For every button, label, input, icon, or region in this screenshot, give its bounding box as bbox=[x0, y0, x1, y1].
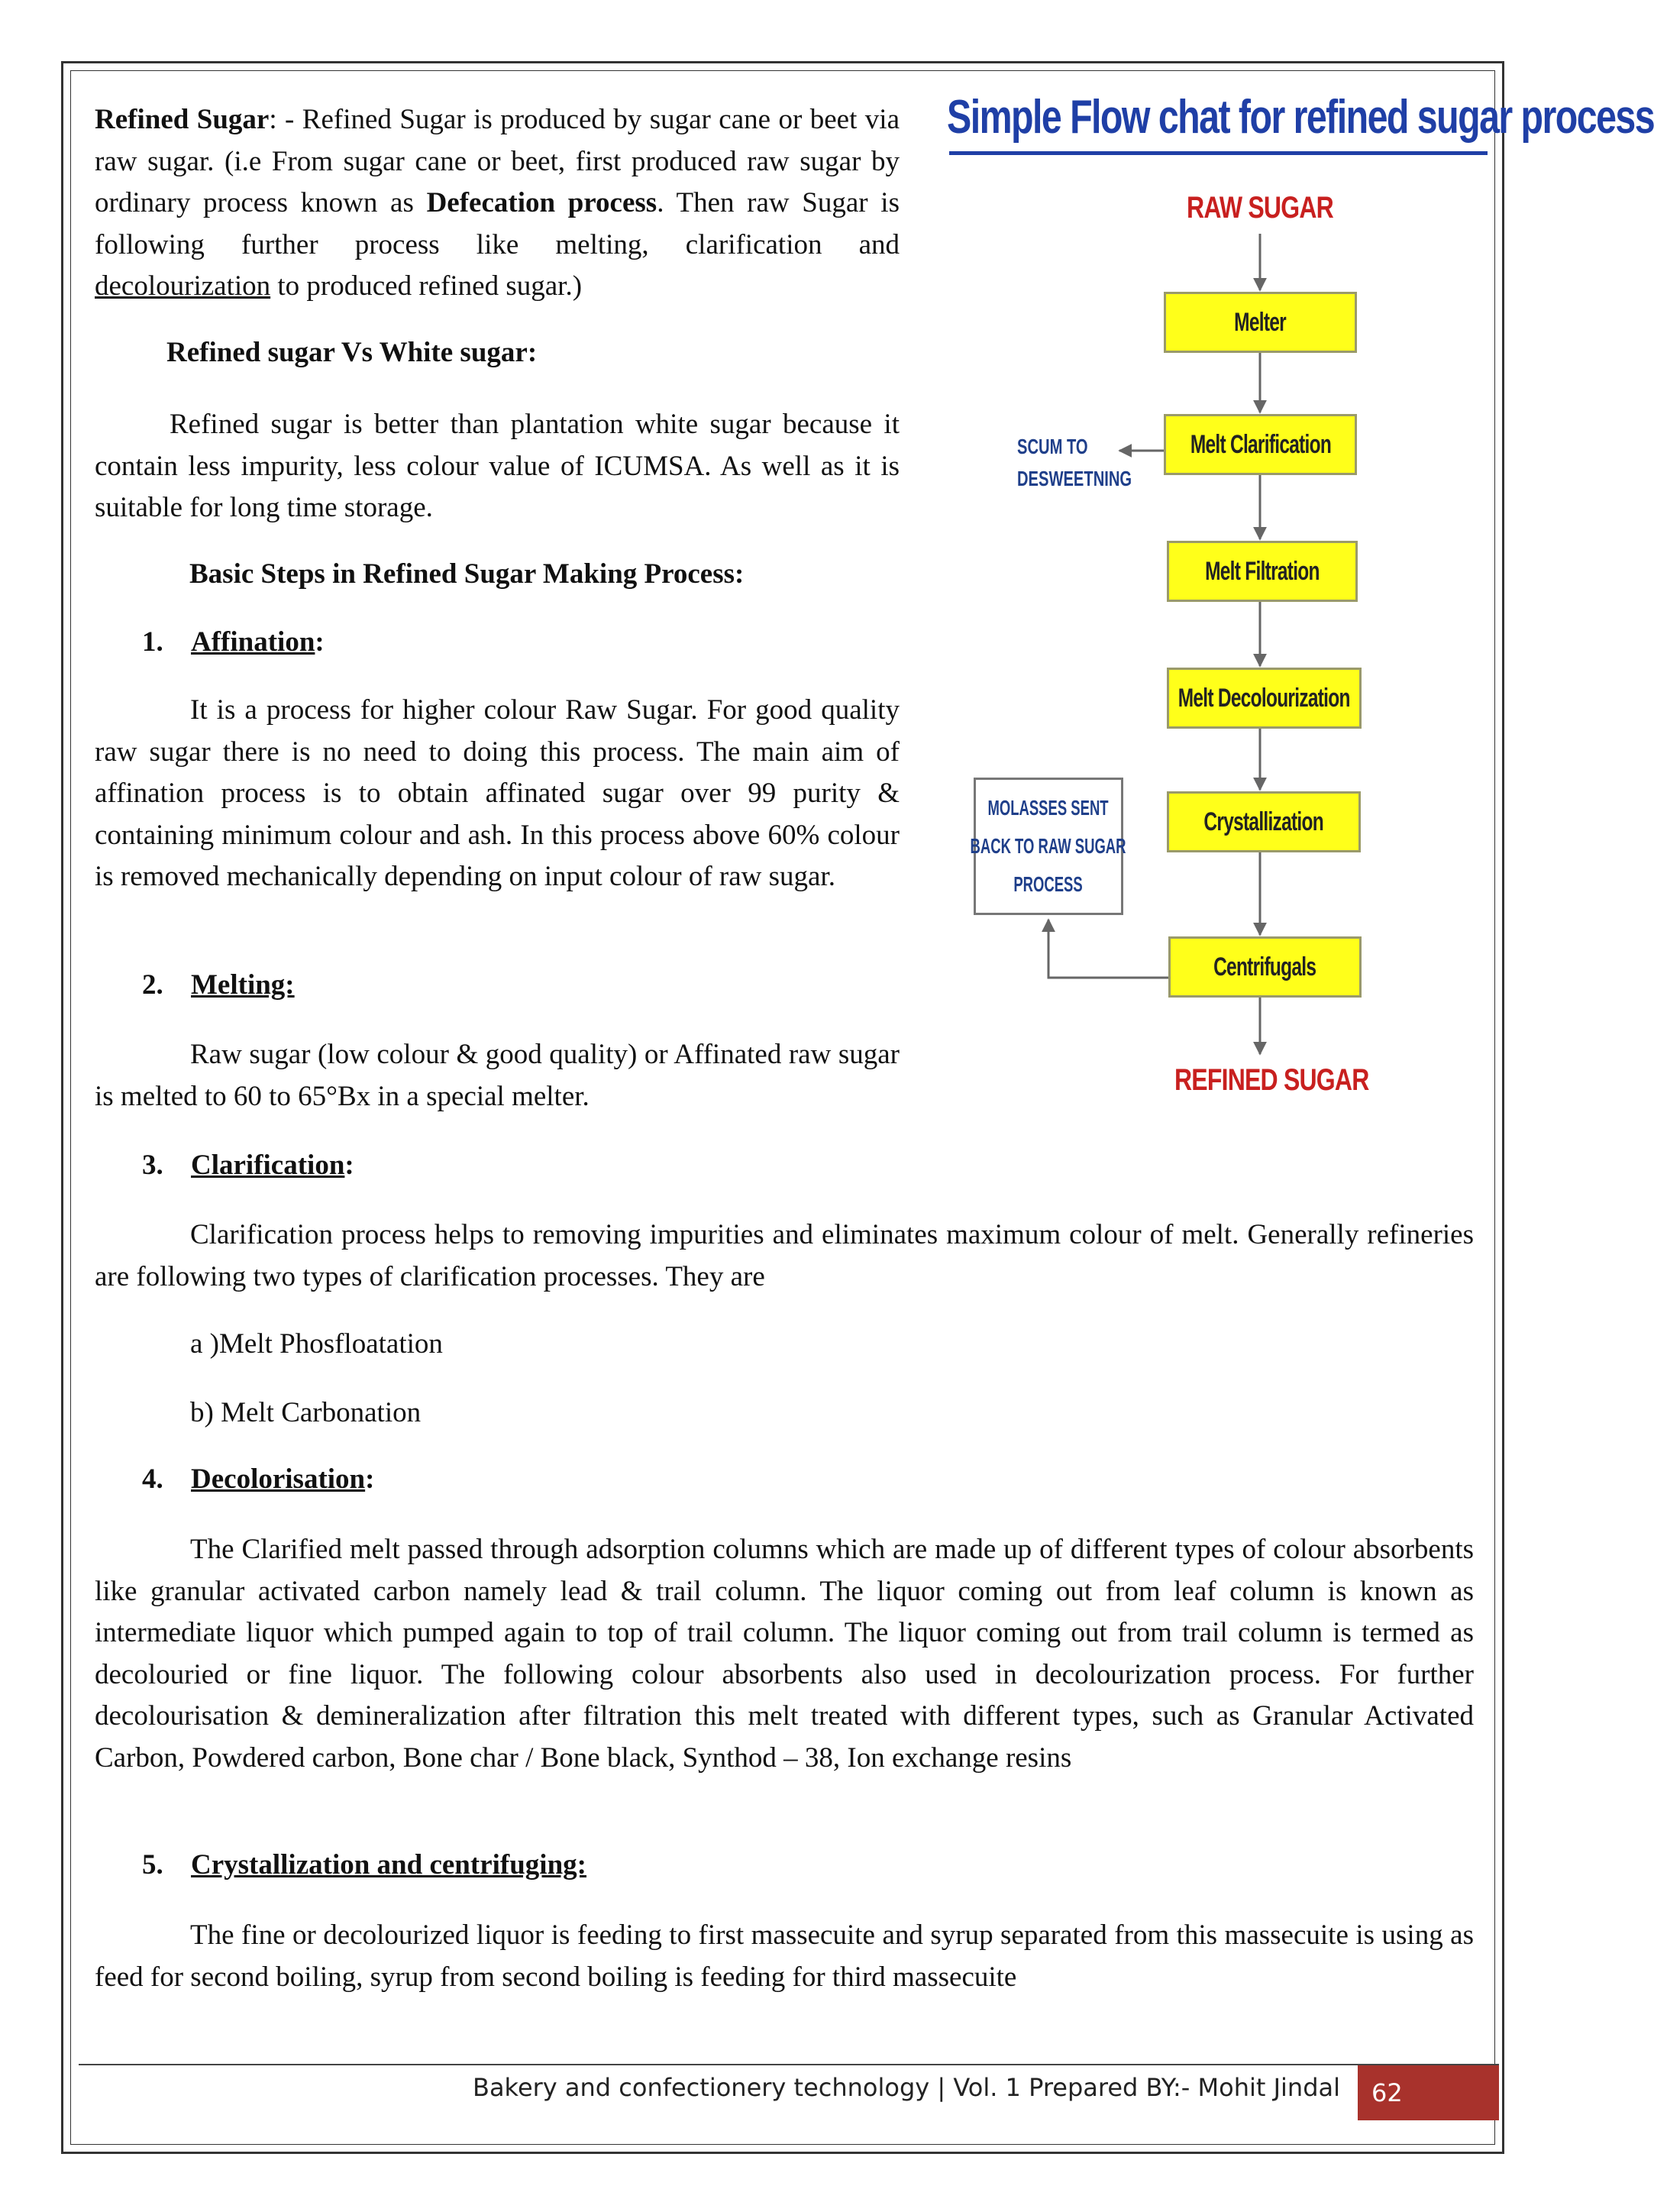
footer-text: Bakery and confectionery technology | Vol. 1 Prepared BY:- Mohit Jindal bbox=[472, 2073, 1340, 2102]
flowchart-scum-note: SCUM TO DESWEETNING bbox=[1017, 435, 1132, 490]
step-4-heading: 4. Decolorisation: bbox=[142, 1463, 375, 1495]
refined-sugar-term: Refined Sugar bbox=[95, 104, 270, 135]
flowchart-title: Simple Flow chat for refined sugar process bbox=[947, 91, 1654, 144]
flowchart-molasses-box bbox=[971, 778, 1126, 915]
flowchart-stage-melt-clarification: Melt Clarification bbox=[1164, 414, 1357, 475]
step-2-heading: 2. Melting: bbox=[142, 969, 295, 1001]
flowchart-stage-crystallization: Crystallization bbox=[1167, 791, 1361, 852]
flowchart-start-raw-sugar: RAW SUGAR bbox=[1187, 191, 1333, 225]
flowchart-molasses-note: MOLASSES SENT BACK TO RAW SUGAR PROCESS bbox=[971, 796, 1126, 896]
vs-paragraph: Refined sugar is better than plantation white sugar because it contain less impurity, less colour value of ICUMSA. As well as it is suitable for long time storage. bbox=[95, 409, 900, 523]
flowchart-stage-melt-filtration: Melt Filtration bbox=[1167, 541, 1358, 602]
step-3-paragraph: Clarification process helps to removing impurities and eliminates maximum colour of melt. Generally refineries are following two types of clarification processes. They are bbox=[95, 1219, 1474, 1292]
clarification-option-b: b) Melt Carbonation bbox=[190, 1397, 422, 1428]
decolourization-term: decolourization bbox=[95, 270, 271, 302]
steps-heading: Basic Steps in Refined Sugar Making Process: bbox=[189, 558, 745, 590]
defecation-process-term: Defecation process bbox=[426, 187, 657, 218]
step-4-paragraph: The Clarified melt passed through adsorption columns which are made up of different types of colour absorbents like granular activated carbon namely lead & trail column. The liquor coming out from leaf column is known as intermediate liquor which pumped again to top of trail column. The liquor coming out from trail column is termed as decolouried or fine liquor. The following colour absorbents also used in decolourization process. For further decolourisation & demineralization after filtration this melt treated with different types, such as Granular Activated Carbon, Powdered carbon, Bone char / Bone black, Synthod – 38, Ion exchange resins bbox=[95, 1534, 1474, 1774]
step-1-heading: 1. Affination: bbox=[142, 626, 325, 658]
flowchart-stage-melter: Melter bbox=[1164, 292, 1357, 353]
footer-divider bbox=[79, 2064, 1499, 2065]
step-5-heading: 5. Crystallization and centrifuging: bbox=[142, 1849, 586, 1881]
step-2-paragraph: Raw sugar (low colour & good quality) or Affinated raw sugar is melted to 60 to 65°Bx in a special melter. bbox=[95, 1039, 900, 1112]
step-5-paragraph: The fine or decolourized liquor is feeding to first massecuite and syrup separated from this massecuite is using as feed for second boiling, syrup from second boiling is feeding for third massecuite bbox=[95, 1919, 1474, 1993]
page-number-badge: 62 bbox=[1358, 2065, 1499, 2120]
flowchart-end-refined-sugar: REFINED SUGAR bbox=[1174, 1063, 1369, 1097]
step-3-heading: 3. Clarification: bbox=[142, 1150, 354, 1181]
clarification-option-a: a )Melt Phosfloatation bbox=[190, 1328, 443, 1360]
flowchart-stage-melt-decolourization: Melt Decolourization bbox=[1167, 668, 1362, 729]
vs-heading: Refined sugar Vs White sugar: bbox=[166, 337, 538, 368]
refined-sugar-intro: Refined Sugar: - Refined Sugar is produced by sugar cane or beet via raw sugar. (i.e From sugar cane or beet, first produced raw sugar by ordinary process known as Defecation process. Then raw Sugar is following further process like melting, clarification and decolourization to produced refined sugar.) bbox=[95, 104, 900, 302]
step-1-paragraph: It is a process for higher colour Raw Sugar. For good quality raw sugar there is no need to doing this process. The main aim of affination process is to obtain affinated sugar over 99 purity & containing minimum colour and ash. In this process above 60% colour is removed mechanically depending on input colour of raw sugar. bbox=[95, 694, 900, 892]
flowchart-stage-centrifugals: Centrifugals bbox=[1168, 936, 1362, 998]
